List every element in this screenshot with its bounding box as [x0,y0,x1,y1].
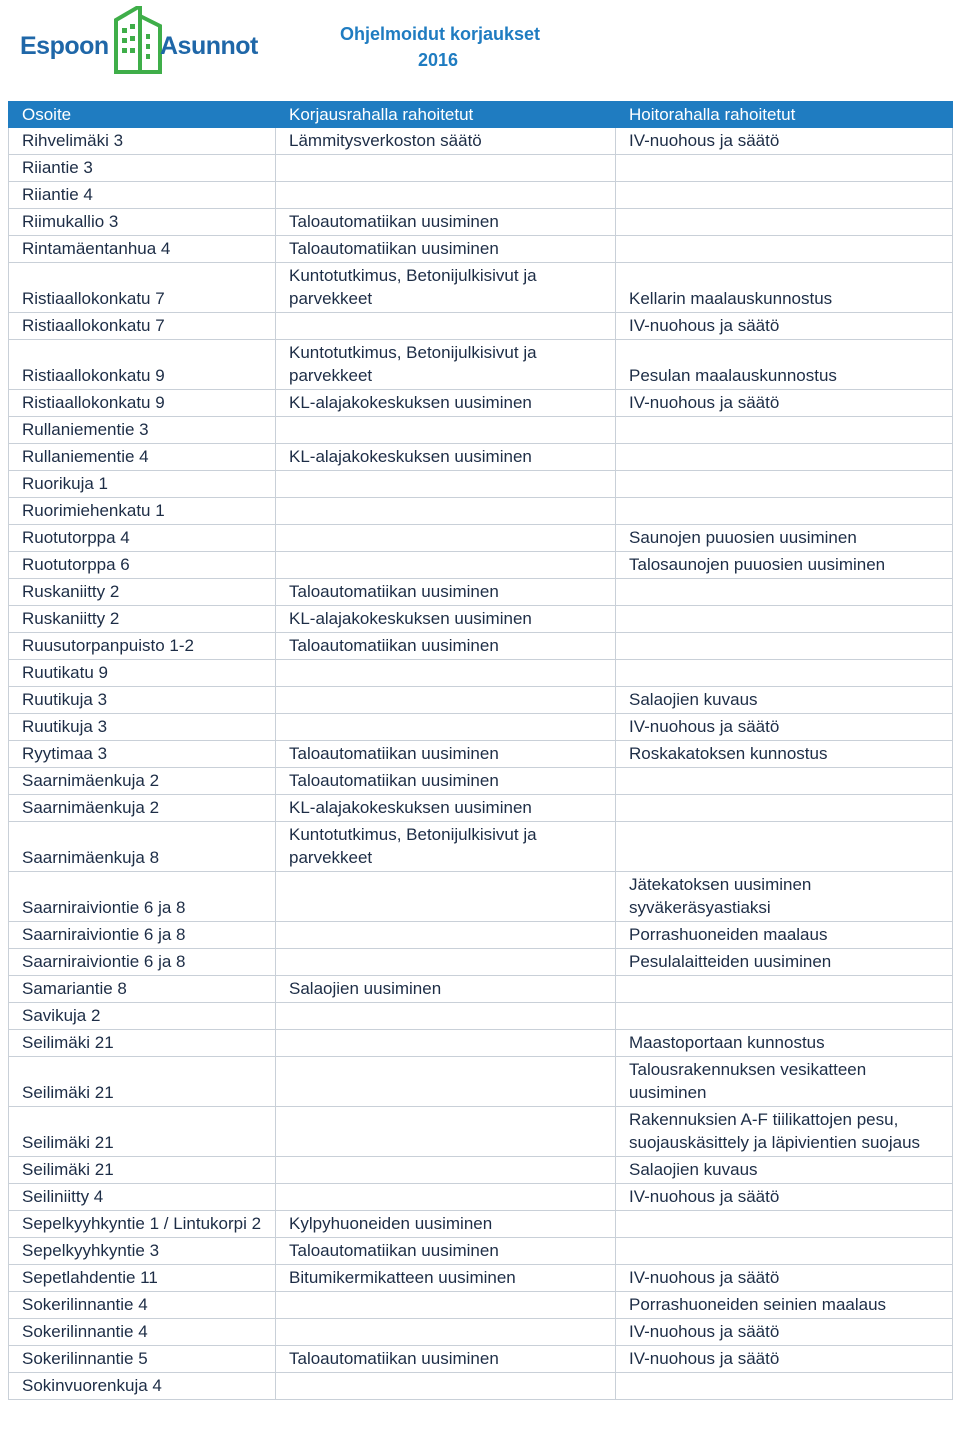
address-cell: Ruusutorpanpuisto 1-2 [9,633,276,660]
repair-fund-cell [276,1057,616,1107]
maintenance-fund-cell [616,1003,953,1030]
repair-fund-cell [276,182,616,209]
table-row [9,155,953,182]
table-row [9,687,953,714]
address-cell: Sepetlahdentie 11 [9,1265,276,1292]
maintenance-fund-cell: Pesulan maalauskunnostus [616,340,953,390]
address-cell: Savikuja 2 [9,1003,276,1030]
table-row [9,1184,953,1211]
maintenance-fund-cell [616,417,953,444]
maintenance-fund-cell [616,822,953,872]
repair-fund-cell [276,949,616,976]
column-header-repair-fund: Korjausrahalla rahoitetut [276,102,616,128]
table-header [9,102,953,128]
document-year: 2016 [418,50,459,70]
table-row [9,552,953,579]
maintenance-fund-cell: Talosaunojen puuosien uusiminen [616,552,953,579]
table-row [9,128,953,155]
address-cell: Sokerilinnantie 4 [9,1292,276,1319]
repair-fund-cell [276,155,616,182]
maintenance-fund-cell [616,444,953,471]
address-cell: Sepelkyyhkyntie 1 / Lintukorpi 2 [9,1211,276,1238]
table-row [9,417,953,444]
table-row [9,209,953,236]
maintenance-fund-cell [616,498,953,525]
maintenance-fund-cell [616,1238,953,1265]
maintenance-fund-cell: Jätekatoksen uusiminen syväkeräsyastiaksi [616,872,953,922]
column-header-address: Osoite [9,102,276,128]
table-row [9,1238,953,1265]
address-cell: Ruotutorppa 6 [9,552,276,579]
repair-fund-cell: KL-alajakokeskuksen uusiminen [276,606,616,633]
address-cell: Seilimäki 21 [9,1157,276,1184]
logo-text-left: Espoon [20,32,109,60]
maintenance-fund-cell: Porrashuoneiden maalaus [616,922,953,949]
repair-fund-cell [276,1030,616,1057]
table-row [9,340,953,390]
maintenance-fund-cell: IV-nuohous ja säätö [616,714,953,741]
maintenance-fund-cell [616,795,953,822]
repair-fund-cell [276,660,616,687]
table-row [9,1373,953,1400]
repair-fund-cell [276,313,616,340]
repair-fund-cell [276,687,616,714]
maintenance-fund-cell: IV-nuohous ja säätö [616,1184,953,1211]
address-cell: Saarniraiviontie 6 ja 8 [9,872,276,922]
repair-fund-cell: Taloautomatiikan uusiminen [276,209,616,236]
address-cell: Ruutikuja 3 [9,714,276,741]
maintenance-fund-cell [616,768,953,795]
address-cell: Rullaniementie 3 [9,417,276,444]
maintenance-fund-cell [616,1373,953,1400]
logo-text-right: Asunnot [160,32,258,60]
table-row [9,263,953,313]
maintenance-fund-cell [616,182,953,209]
table-row [9,1157,953,1184]
repair-fund-cell: Taloautomatiikan uusiminen [276,768,616,795]
maintenance-fund-cell: Talousrakennuksen vesikatteen uusiminen [616,1057,953,1107]
table-row [9,1107,953,1157]
maintenance-fund-cell: IV-nuohous ja säätö [616,1265,953,1292]
table-row [9,660,953,687]
table-row [9,579,953,606]
repair-fund-cell: KL-alajakokeskuksen uusiminen [276,390,616,417]
repair-fund-cell: Taloautomatiikan uusiminen [276,633,616,660]
table-row [9,444,953,471]
address-cell: Saarniraiviontie 6 ja 8 [9,949,276,976]
maintenance-fund-cell: Porrashuoneiden seinien maalaus [616,1292,953,1319]
repair-fund-cell [276,1373,616,1400]
repair-fund-cell [276,1107,616,1157]
table-row [9,1265,953,1292]
maintenance-fund-cell [616,1211,953,1238]
address-cell: Rihvelimäki 3 [9,128,276,155]
table-row [9,976,953,1003]
repair-fund-cell: Salaojien uusiminen [276,976,616,1003]
repair-fund-cell [276,1292,616,1319]
address-cell: Ruutikatu 9 [9,660,276,687]
table-row [9,182,953,209]
maintenance-fund-cell [616,633,953,660]
repair-fund-cell: KL-alajakokeskuksen uusiminen [276,444,616,471]
repair-fund-cell: Taloautomatiikan uusiminen [276,1346,616,1373]
repair-fund-cell [276,922,616,949]
repair-fund-cell [276,714,616,741]
address-cell: Ruskaniitty 2 [9,606,276,633]
maintenance-fund-cell [616,976,953,1003]
table-row [9,1057,953,1107]
header-row [9,102,953,128]
repair-fund-cell [276,552,616,579]
address-cell: Saarnimäenkuja 8 [9,822,276,872]
address-cell: Ristiaallokonkatu 9 [9,390,276,417]
address-cell: Riiantie 4 [9,182,276,209]
repair-fund-cell [276,872,616,922]
repair-fund-cell [276,525,616,552]
maintenance-fund-cell: Maastoportaan kunnostus [616,1030,953,1057]
address-cell: Seilimäki 21 [9,1030,276,1057]
address-cell: Sokerilinnantie 4 [9,1319,276,1346]
address-cell: Rullaniementie 4 [9,444,276,471]
repair-fund-cell [276,1003,616,1030]
repair-fund-cell [276,471,616,498]
repair-fund-cell: Kuntotutkimus, Betonijulkisivut ja parvekkeet [276,340,616,390]
table-row [9,1346,953,1373]
table-row [9,822,953,872]
repair-fund-cell [276,417,616,444]
maintenance-fund-cell: IV-nuohous ja säätö [616,1346,953,1373]
address-cell: Saarnimäenkuja 2 [9,768,276,795]
espoon-asunnot-logo [20,6,260,74]
table-row [9,768,953,795]
repairs-table [8,101,953,1400]
address-cell: Ryytimaa 3 [9,741,276,768]
repair-fund-cell: Kuntotutkimus, Betonijulkisivut ja parvekkeet [276,822,616,872]
address-cell: Riimukallio 3 [9,209,276,236]
table-row [9,795,953,822]
address-cell: Samariantie 8 [9,976,276,1003]
repair-fund-cell [276,1157,616,1184]
table-row [9,949,953,976]
maintenance-fund-cell: IV-nuohous ja säätö [616,390,953,417]
table-row [9,714,953,741]
maintenance-fund-cell [616,209,953,236]
address-cell: Ristiaallokonkatu 9 [9,340,276,390]
maintenance-fund-cell: IV-nuohous ja säätö [616,313,953,340]
table-row [9,313,953,340]
table-row [9,236,953,263]
address-cell: Riiantie 3 [9,155,276,182]
maintenance-fund-cell: IV-nuohous ja säätö [616,128,953,155]
maintenance-fund-cell [616,579,953,606]
address-cell: Ristiaallokonkatu 7 [9,313,276,340]
maintenance-fund-cell [616,660,953,687]
address-cell: Rintamäentanhua 4 [9,236,276,263]
maintenance-fund-cell: Salaojien kuvaus [616,1157,953,1184]
table-row [9,525,953,552]
maintenance-fund-cell: Kellarin maalauskunnostus [616,263,953,313]
maintenance-fund-cell: Rakennuksien A-F tiilikattojen pesu, suojauskäsittely ja läpivientien suojaus [616,1107,953,1157]
repair-fund-cell: Taloautomatiikan uusiminen [276,1238,616,1265]
address-cell: Saarnimäenkuja 2 [9,795,276,822]
document-title: Ohjelmoidut korjaukset [340,24,541,44]
page-header [0,0,960,100]
table-row [9,1211,953,1238]
table-row [9,471,953,498]
repair-fund-cell: Taloautomatiikan uusiminen [276,741,616,768]
address-cell: Ruorimiehenkatu 1 [9,498,276,525]
address-cell: Sokinvuorenkuja 4 [9,1373,276,1400]
address-cell: Sokerilinnantie 5 [9,1346,276,1373]
repair-fund-cell: Kylpyhuoneiden uusiminen [276,1211,616,1238]
repair-fund-cell [276,1184,616,1211]
repair-fund-cell [276,1319,616,1346]
table-row [9,741,953,768]
table-row [9,922,953,949]
maintenance-fund-cell [616,155,953,182]
address-cell: Ristiaallokonkatu 7 [9,263,276,313]
address-cell: Seilimäki 21 [9,1057,276,1107]
address-cell: Saarniraiviontie 6 ja 8 [9,922,276,949]
table-row [9,633,953,660]
address-cell: Ruotutorppa 4 [9,525,276,552]
address-cell: Seilimäki 21 [9,1107,276,1157]
table-row [9,1319,953,1346]
repair-fund-cell: Taloautomatiikan uusiminen [276,579,616,606]
table-row [9,1292,953,1319]
table-row [9,606,953,633]
maintenance-fund-cell [616,606,953,633]
table-row [9,1003,953,1030]
repair-fund-cell: KL-alajakokeskuksen uusiminen [276,795,616,822]
maintenance-fund-cell: IV-nuohous ja säätö [616,1319,953,1346]
repair-fund-cell: Kuntotutkimus, Betonijulkisivut ja parvekkeet [276,263,616,313]
address-cell: Sepelkyyhkyntie 3 [9,1238,276,1265]
maintenance-fund-cell [616,471,953,498]
maintenance-fund-cell: Salaojien kuvaus [616,687,953,714]
table-row [9,1030,953,1057]
repair-fund-cell [276,498,616,525]
maintenance-fund-cell [616,236,953,263]
address-cell: Ruutikuja 3 [9,687,276,714]
repair-fund-cell: Taloautomatiikan uusiminen [276,236,616,263]
table-body [9,128,953,1400]
repair-fund-cell: Bitumikermikatteen uusiminen [276,1265,616,1292]
address-cell: Ruskaniitty 2 [9,579,276,606]
maintenance-fund-cell: Roskakatoksen kunnostus [616,741,953,768]
table-row [9,872,953,922]
address-cell: Ruorikuja 1 [9,471,276,498]
maintenance-fund-cell: Saunojen puuosien uusiminen [616,525,953,552]
address-cell: Seiliniitty 4 [9,1184,276,1211]
column-header-maintenance-fund: Hoitorahalla rahoitetut [616,102,953,128]
maintenance-fund-cell: Pesulalaitteiden uusiminen [616,949,953,976]
repair-fund-cell: Lämmitysverkoston säätö [276,128,616,155]
table-row [9,390,953,417]
table-row [9,498,953,525]
